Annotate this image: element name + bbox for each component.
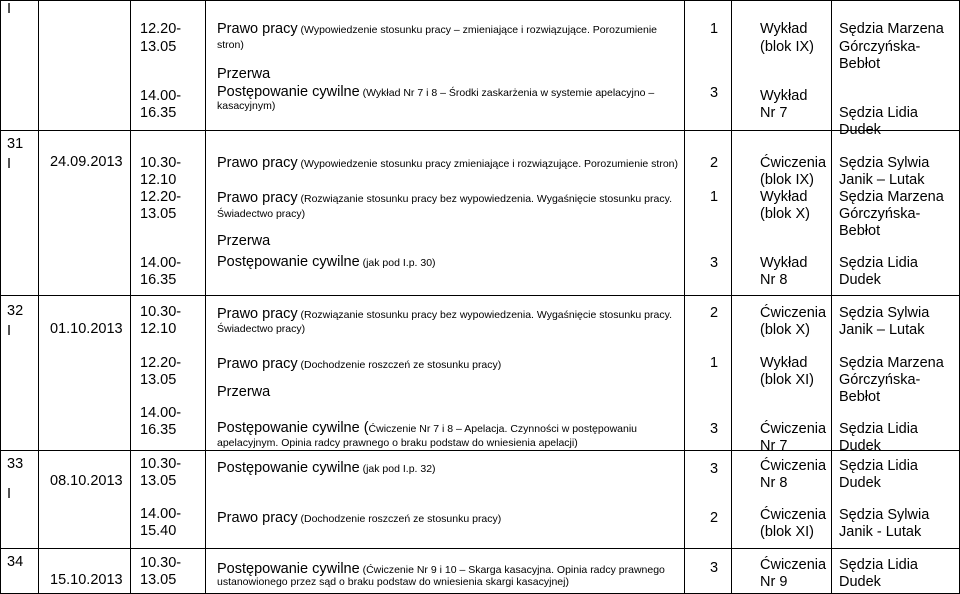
time-start: 10.30- [140,304,182,320]
form-detail: (blok X) [760,322,810,338]
topic-detail: (Dochodzenie roszczeń ze stosunku pracy) [297,359,502,371]
hours-cell: 3 [710,85,719,101]
time-end: 16.35 [140,422,177,438]
topic-detail: (jak pod I.p. 32) [359,463,436,475]
topic-detail: (Dochodzenie roszczeń ze stosunku pracy) [297,513,502,525]
week-number: 32 [7,303,24,319]
lecturer-line: Sędzia Marzena [839,189,944,205]
form-detail: Nr 9 [760,574,788,590]
form-type: Ćwiczenia [760,305,827,321]
lecturer-line: Janik - Lutak [839,524,922,540]
time-start: 14.00- [140,255,182,271]
topic-main: Prawo pracy [217,306,298,322]
lecturer-line: Sędzia Sylwia [839,507,930,523]
form-type: Wykład [760,189,808,205]
form-detail: (blok X) [760,206,810,222]
topic-main: Prawo pracy [217,510,298,526]
lecturer-line: Górczyńska- [839,206,921,222]
topic-entry [217,21,657,37]
week-mark: I [7,486,12,502]
form-type: Wykład [760,88,808,104]
time-start: 14.00- [140,88,182,104]
topic-break: Przerwa [217,384,271,400]
hours-cell: 1 [710,355,719,371]
hours-cell: 3 [710,560,719,576]
form-type: Wykład [760,255,808,271]
form-detail: Nr 8 [760,475,788,491]
lecturer-line: Dudek [839,272,881,288]
date-cell: 24.09.2013 [50,154,123,170]
time-start: 14.00- [140,405,182,421]
lecturer-line: Bebłot [839,223,881,239]
lecturer-line: Górczyńska- [839,39,921,55]
lecturer-line: Sędzia Lidia [839,458,918,474]
topic-main: Prawo pracy [217,155,298,171]
lecturer-line: Dudek [839,122,881,138]
lecturer-line: Dudek [839,475,881,491]
hours-cell: 3 [710,421,719,437]
topic-main: Postępowanie cywilne [217,254,360,270]
form-type: Ćwiczenia [760,155,827,171]
topic-detail-line2: stron) [217,39,244,51]
week-mark: I [7,323,12,339]
week-number: 34 [7,554,24,570]
topic-entry [217,420,637,436]
lecturer-line: Janik – Lutak [839,322,925,338]
form-type: Ćwiczenia [760,557,827,573]
week-mark: I [7,1,12,17]
hours-cell: 1 [710,21,719,37]
topic-entry [217,356,501,372]
topic-detail: (Ćwiczenie Nr 9 i 10 – Skarga kasacyjna. Opinia radcy prawnego [359,564,665,576]
form-type: Ćwiczenia [760,458,827,474]
topic-detail-line2: kasacyjnym) [217,100,276,112]
form-detail: Nr 7 [760,438,788,454]
topic-detail: (Wykład Nr 7 i 8 – Środki zaskarżenia w systemie apelacyjno – [359,87,655,99]
date-cell: 08.10.2013 [50,473,123,489]
time-end: 16.35 [140,105,177,121]
topic-entry [217,254,436,270]
topic-detail: (Rozwiązanie stosunku pracy bez wypowiedzenia. Wygaśnięcie stosunku pracy. [297,193,672,205]
time-start: 12.20- [140,355,182,371]
lecturer-line: Sędzia Lidia [839,557,918,573]
lecturer-line: Dudek [839,574,881,590]
time-start: 10.30- [140,555,182,571]
week-mark: I [7,156,12,172]
topic-detail: Ćwiczenie Nr 7 i 8 – Apelacja. Czynności w postępowaniu [368,423,637,435]
time-end: 13.05 [140,206,177,222]
form-detail: (blok IX) [760,39,814,55]
topic-detail-line2: ustanowionego przez sąd o braku podstaw do wniesienia skargi kasacyjnej) [217,576,569,588]
hours-cell: 1 [710,189,719,205]
time-start: 12.20- [140,21,182,37]
topic-entry [217,190,672,206]
topic-entry [217,561,665,577]
lecturer-line: Bebłot [839,56,881,72]
time-end: 13.05 [140,372,177,388]
time-start: 14.00- [140,506,182,522]
hours-cell: 2 [710,155,719,171]
form-detail: Nr 7 [760,105,788,121]
date-cell: 15.10.2013 [50,572,123,588]
topic-entry [217,155,678,171]
topic-detail-line2: apelacyjnym. Opinia radcy prawnego o braku podstaw do wniesienia apelacji) [217,437,578,449]
topic-main: Postępowanie cywilne [217,84,360,100]
time-end: 16.35 [140,272,177,288]
lecturer-line: Sędzia Sylwia [839,305,930,321]
time-end: 15.40 [140,523,177,539]
time-end: 12.10 [140,321,177,337]
lecturer-line: Górczyńska- [839,372,921,388]
form-type: Ćwiczenia [760,507,827,523]
time-start: 10.30- [140,456,182,472]
topic-main: Postępowanie cywilne [217,460,360,476]
time-end: 13.05 [140,473,177,489]
form-detail: (blok IX) [760,172,814,188]
lecturer-line: Sędzia Sylwia [839,155,930,171]
topic-entry [217,306,672,322]
topic-main: Prawo pracy [217,190,298,206]
lecturer-line: Sędzia Marzena [839,355,944,371]
form-type: Wykład [760,355,808,371]
week-number: 33 [7,456,24,472]
topic-break: Przerwa [217,233,271,249]
topic-detail: (Wypowiedzenie stosunku pracy zmieniające i rozwiązujące. Porozumienie stron) [297,158,678,170]
form-type: Wykład [760,21,808,37]
date-cell: 01.10.2013 [50,321,123,337]
form-type: Ćwiczenia [760,421,827,437]
topic-main: Prawo pracy [217,356,298,372]
topic-entry [217,84,654,100]
topic-entry [217,460,436,476]
week-number: 31 [7,136,24,152]
topic-break: Przerwa [217,66,271,82]
hours-cell: 2 [710,305,719,321]
lecturer-line: Sędzia Marzena [839,21,944,37]
topic-detail-line2: Świadectwo pracy) [217,323,306,335]
time-end: 13.05 [140,39,177,55]
lecturer-line: Sędzia Lidia [839,421,918,437]
topic-detail: (Rozwiązanie stosunku pracy bez wypowiedzenia. Wygaśnięcie stosunku pracy. [297,309,672,321]
time-end: 13.05 [140,572,177,588]
topic-detail: (jak pod I.p. 30) [359,257,436,269]
topic-main: Postępowanie cywilne [217,420,360,436]
form-detail: Nr 8 [760,272,788,288]
lecturer-line: Dudek [839,438,881,454]
topic-detail-open: ( [359,420,369,436]
lecturer-line: Bebłot [839,389,881,405]
time-start: 12.20- [140,189,182,205]
topic-main: Postępowanie cywilne [217,561,360,577]
time-start: 10.30- [140,155,182,171]
topic-main: Prawo pracy [217,21,298,37]
hours-cell: 2 [710,510,719,526]
form-detail: (blok XI) [760,372,814,388]
time-end: 12.10 [140,172,177,188]
hours-cell: 3 [710,255,719,271]
topic-entry [217,510,501,526]
topic-detail: (Wypowiedzenie stosunku pracy – zmieniające i rozwiązujące. Porozumienie [297,24,657,36]
lecturer-line: Sędzia Lidia [839,255,918,271]
hours-cell: 3 [710,461,719,477]
lecturer-line: Janik – Lutak [839,172,925,188]
topic-detail-line2: Świadectwo pracy) [217,208,306,220]
lecturer-line: Sędzia Lidia [839,105,918,121]
form-detail: (blok XI) [760,524,814,540]
